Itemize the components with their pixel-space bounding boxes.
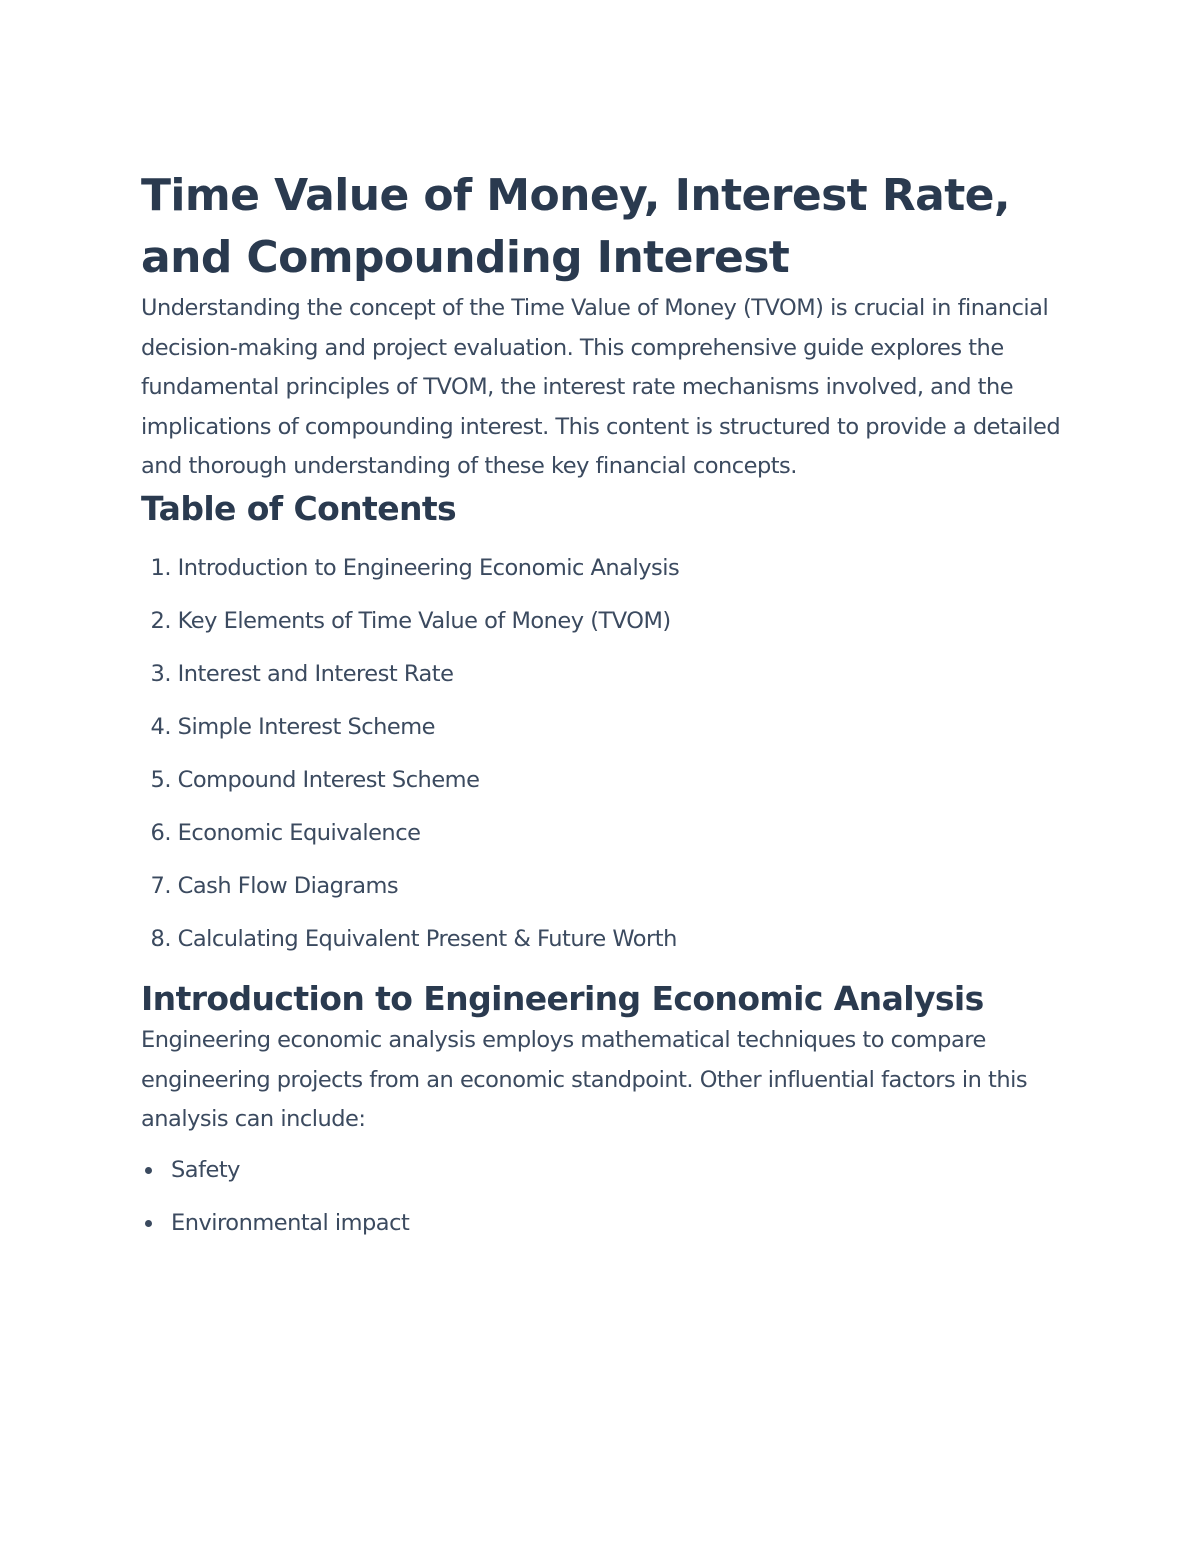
toc-item-number: 8.	[150, 925, 171, 952]
toc-item-label: Calculating Equivalent Present & Future Worth	[177, 925, 677, 952]
toc-item	[141, 553, 1061, 583]
toc-item-number: 5.	[150, 766, 171, 793]
toc-item-label: Introduction to Engineering Economic Analysis	[177, 554, 680, 581]
toc-item-number: 6.	[150, 819, 171, 846]
toc-item-number: 3.	[150, 660, 171, 687]
toc-item-label: Economic Equivalence	[177, 819, 421, 846]
section-paragraph: Engineering economic analysis employs mathematical techniques to compare engineering projects from an economic standpoint. Other influential factors in this analysis can include:	[141, 1026, 1028, 1133]
list-item-label: Environmental impact	[171, 1209, 410, 1236]
document-page	[141, 165, 1061, 1261]
toc-item	[141, 924, 1061, 954]
list-item-label: Safety	[171, 1156, 240, 1183]
bullet-icon	[145, 1167, 152, 1174]
toc-item-label: Cash Flow Diagrams	[177, 872, 399, 899]
list-item	[141, 1155, 1061, 1185]
section-heading: Introduction to Engineering Economic Analysis	[141, 978, 984, 1018]
toc-item-number: 4.	[150, 713, 171, 740]
toc-item-number: 1.	[150, 554, 171, 581]
toc-item-label: Compound Interest Scheme	[177, 766, 480, 793]
toc-item	[141, 659, 1061, 689]
toc-item-number: 2.	[150, 607, 171, 634]
toc-item	[141, 818, 1061, 848]
document-title: Time Value of Money, Interest Rate, and Compounding Interest	[141, 170, 1010, 283]
bullet-icon	[145, 1220, 152, 1227]
factors-list	[141, 1155, 1061, 1238]
toc-item	[141, 712, 1061, 742]
list-item	[141, 1208, 1061, 1238]
toc-item	[141, 871, 1061, 901]
toc-item-label: Simple Interest Scheme	[177, 713, 436, 740]
toc-item	[141, 765, 1061, 795]
toc-item-number: 7.	[150, 872, 171, 899]
toc-heading: Table of Contents	[141, 488, 457, 528]
toc-item-label: Interest and Interest Rate	[177, 660, 454, 687]
toc-item-label: Key Elements of Time Value of Money (TVOM)	[177, 607, 671, 634]
table-of-contents	[141, 553, 1061, 954]
toc-item	[141, 606, 1061, 636]
intro-paragraph: Understanding the concept of the Time Value of Money (TVOM) is crucial in financial decision-making and project evaluation. This comprehensive guide explores the fundamental principles of TVOM, the interest rate mechanisms involved, and the implications of compounding interest. This content is structured to provide a detailed and thorough understanding of these key financial concepts.	[141, 295, 1061, 480]
